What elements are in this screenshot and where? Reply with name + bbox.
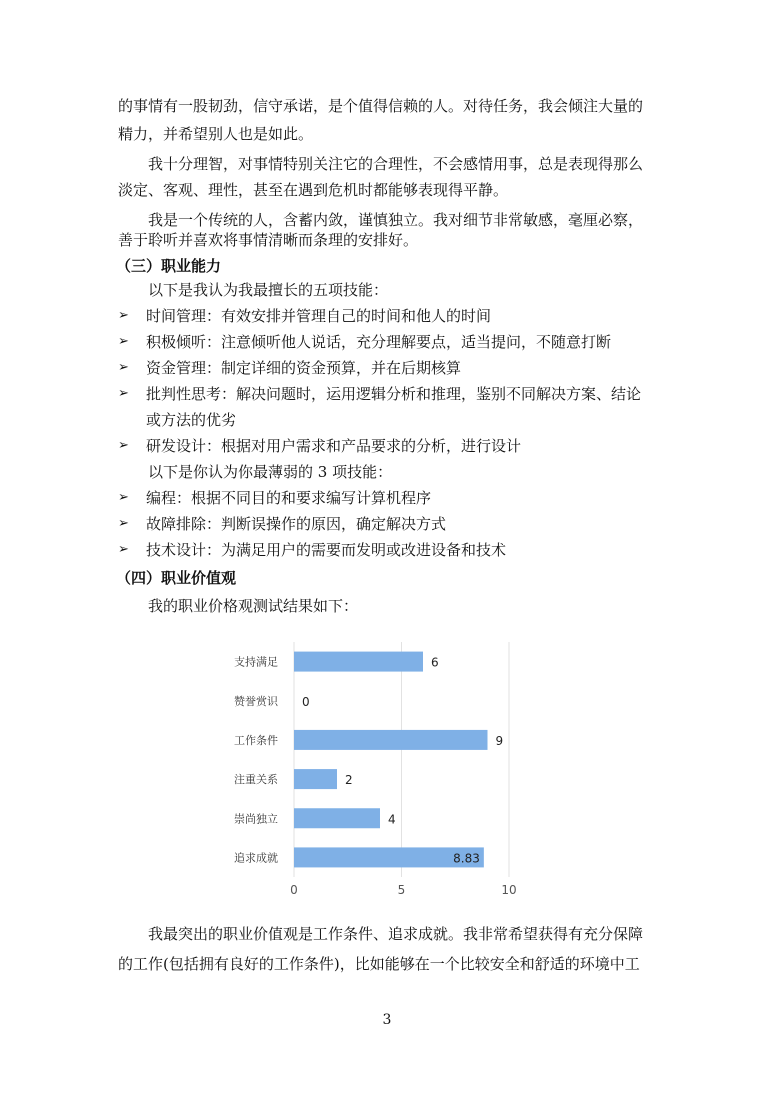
arrow-bullet-icon: ➢ (118, 490, 129, 505)
career-values-bar-chart (205, 632, 545, 900)
data-label: 0 (302, 694, 310, 709)
list-item-continuation: 或方法的优劣 (146, 411, 237, 429)
bar (294, 769, 337, 789)
data-label: 8.83 (453, 851, 480, 866)
arrow-bullet-icon: ➢ (118, 516, 129, 531)
strong-skills-intro: 以下是我认为我最擅长的五项技能： (148, 281, 389, 299)
category-label: 注重关系 (234, 773, 278, 787)
category-label: 崇尚独立 (234, 812, 278, 826)
p2-line-2: 淡定、客观、理性，甚至在遇到危机时都能够表现得平静。 (118, 181, 509, 199)
data-label: 2 (345, 773, 353, 788)
data-label: 9 (495, 733, 504, 748)
category-label: 赞誉赏识 (234, 694, 278, 708)
category-label: 工作条件 (234, 733, 278, 747)
data-label: 6 (431, 655, 439, 670)
closing-line-2: 的工作(包括拥有良好的工作条件)，比如能够在一个比较安全和舒适的环境中工 (118, 955, 640, 973)
section-3-heading: （三）职业能力 (116, 257, 222, 275)
category-label: 追求成就 (234, 851, 278, 865)
arrow-bullet-icon: ➢ (118, 360, 129, 375)
arrow-bullet-icon: ➢ (118, 386, 129, 401)
category-label: 支持满足 (234, 655, 278, 669)
x-tick-label: 0 (290, 883, 298, 897)
bar (294, 808, 380, 828)
arrow-bullet-icon: ➢ (118, 308, 129, 323)
x-tick-label: 5 (397, 883, 406, 897)
p1-line-2: 精力，并希望别人也是如此。 (118, 125, 314, 143)
arrow-bullet-icon: ➢ (118, 334, 129, 349)
values-intro: 我的职业价格观测试结果如下： (148, 597, 359, 615)
arrow-bullet-icon: ➢ (118, 542, 129, 557)
data-label: 4 (388, 812, 396, 827)
section-4-heading: （四）职业价值观 (116, 569, 237, 587)
weak-skills-intro: 以下是你认为你最薄弱的 3 项技能： (148, 463, 393, 481)
x-tick-label: 10 (501, 883, 517, 897)
bar (294, 730, 488, 750)
page-number: 3 (382, 1012, 392, 1028)
p3-line-1: 我是一个传统的人，含蓄内敛，谨慎独立。我对细节非常敏感，毫厘必察， (148, 211, 644, 229)
closing-line-1: 我最突出的职业价值观是工作条件、追求成就。我非常希望获得有充分保障 (148, 925, 644, 943)
p3-line-2: 善于聆听并喜欢将事情清晰而条理的安排好。 (118, 231, 419, 249)
p2-line-1: 我十分理智，对事情特别关注它的合理性，不会感情用事，总是表现得那么 (148, 155, 644, 173)
p1-line-1: 的事情有一股韧劲，信守承诺，是个值得信赖的人。对待任务，我会倾注大量的 (118, 97, 644, 115)
bar (294, 652, 423, 672)
arrow-bullet-icon: ➢ (118, 438, 129, 453)
